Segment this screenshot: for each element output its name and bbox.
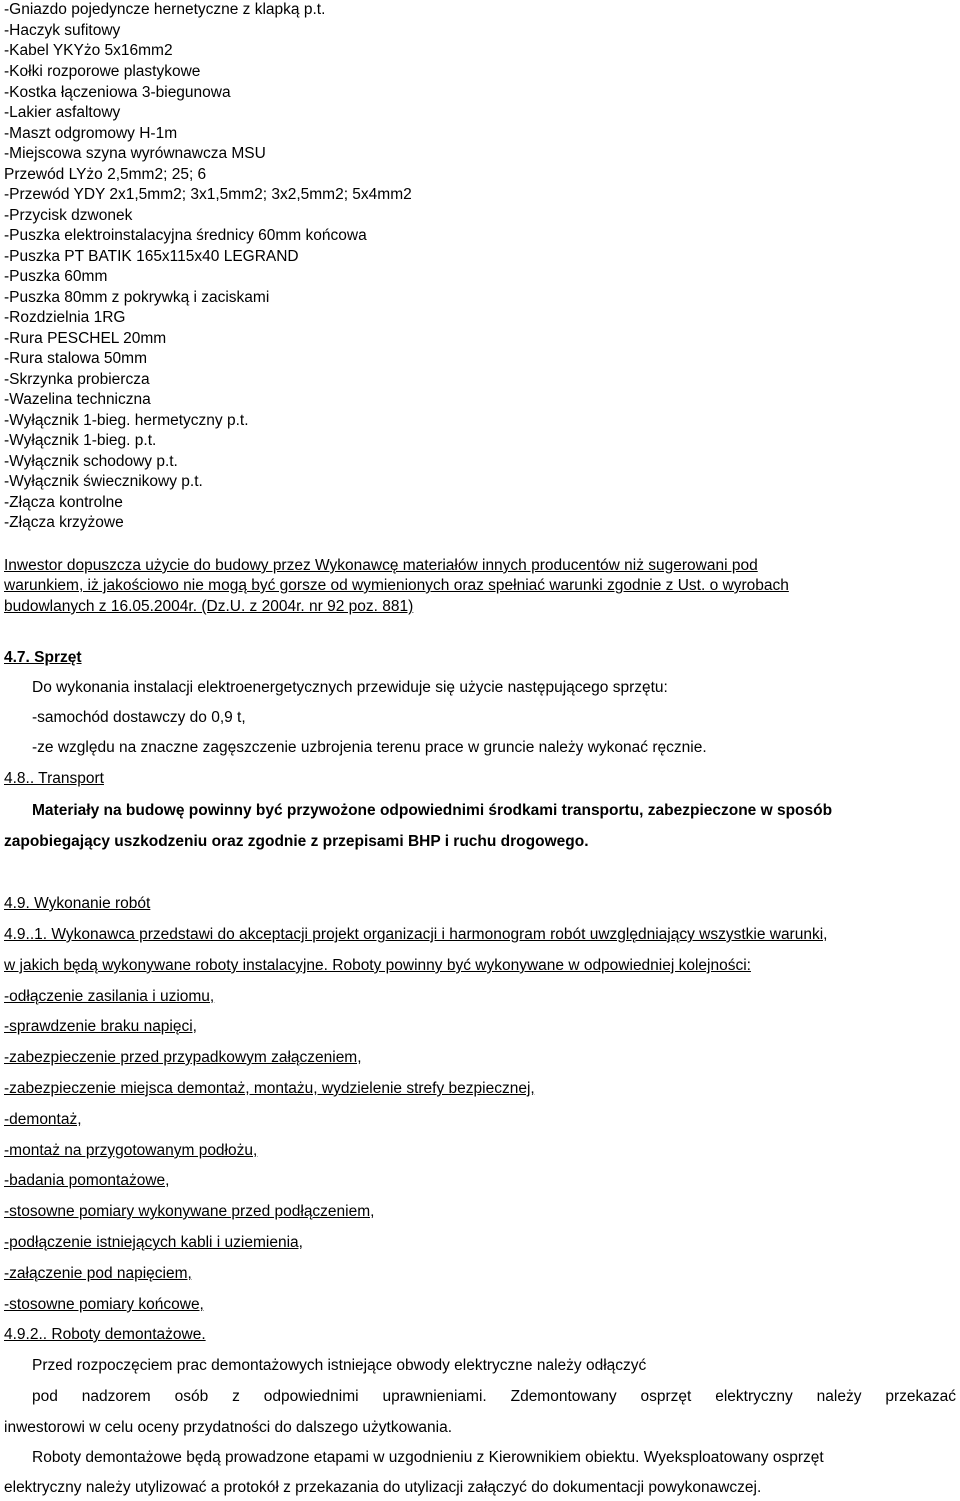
material-item: Przewód LYżo 2,5mm2; 25; 6	[4, 166, 207, 183]
equipment-intro: Do wykonania instalacji elektroenergetycznych przewiduje się użycie następującego sprzętu:	[32, 679, 668, 696]
material-item: -Kabel YKYżo 5x16mm2	[4, 42, 173, 59]
material-item: -Puszka 60mm	[4, 268, 108, 285]
demolition-paragraph-line: Roboty demontażowe będą prowadzone etapami w uzgodnieniu z Kierownikiem obiektu. Wyeksploatowany osprzęt	[32, 1449, 824, 1466]
investor-note-line: warunkiem, iż jakościowo nie mogą być gorsze od wymienionych oraz spełniać warunki zgodnie z Ust. o wyrobach	[4, 577, 789, 594]
material-item: -Skrzynka probiercza	[4, 371, 150, 388]
material-item: -Gniazdo pojedyncze hernetyczne z klapką p.t.	[4, 1, 326, 18]
material-item: -Rura PESCHEL 20mm	[4, 330, 167, 347]
material-item: -Wazelina techniczna	[4, 391, 151, 408]
demolition-paragraph-line: Przed rozpoczęciem prac demontażowych istniejące obwody elektryczne należy odłączyć	[32, 1357, 647, 1374]
material-item: -Kołki rozporowe plastykowe	[4, 63, 201, 80]
material-item: -Miejscowa szyna wyrównawcza MSU	[4, 145, 266, 162]
material-item: -Rozdzielnia 1RG	[4, 309, 126, 326]
works-step: -podłączenie istniejących kabli i uziemienia,	[4, 1234, 303, 1251]
material-item: -Przycisk dzwonek	[4, 207, 133, 224]
works-paragraph-line: 4.9..1. Wykonawca przedstawi do akceptacji projekt organizacji i harmonogram robót uwzględniający wszystkie warunki,	[4, 926, 828, 943]
works-step: -stosowne pomiary końcowe,	[4, 1296, 204, 1313]
investor-note-line: budowlanych z 16.05.2004r. (Dz.U. z 2004r. nr 92 poz. 881)	[4, 598, 414, 615]
equipment-item: -samochód dostawczy do 0,9 t,	[32, 709, 246, 726]
material-item: -Wyłącznik świecznikowy p.t.	[4, 473, 203, 490]
demolition-paragraph-line: inwestorowi w celu oceny przydatności do dalszego użytkowania.	[4, 1419, 453, 1436]
works-step: -demontaż,	[4, 1111, 82, 1128]
works-step: -załączenie pod napięciem,	[4, 1265, 192, 1282]
works-step: -sprawdzenie braku napięci,	[4, 1018, 197, 1035]
section-heading-works: 4.9. Wykonanie robót	[4, 895, 151, 912]
demolition-paragraph-line: elektryczny należy utylizować a protokół z przekazania do utylizacji załączyć do dokumentacji powykonawczej.	[4, 1479, 762, 1496]
works-step: -zabezpieczenie przed przypadkowym załączeniem,	[4, 1049, 362, 1066]
material-item: -Lakier asfaltowy	[4, 104, 121, 121]
works-step: -zabezpieczenie miejsca demontaż, montażu, wydzielenie strefy bezpiecznej,	[4, 1080, 535, 1097]
material-item: -Puszka elektroinstalacyjna średnicy 60mm końcowa	[4, 227, 367, 244]
transport-text-line: Materiały na budowę powinny być przywożone odpowiednimi środkami transportu, zabezpieczone w sposób	[32, 802, 833, 819]
material-item: -Wyłącznik 1-bieg. p.t.	[4, 432, 157, 449]
material-item: -Złącza krzyżowe	[4, 514, 124, 531]
investor-note-line: Inwestor dopuszcza użycie do budowy przez Wykonawcę materiałów innych producentów niż sugerowani pod	[4, 557, 758, 574]
works-step: -stosowne pomiary wykonywane przed podłączeniem,	[4, 1203, 375, 1220]
material-item: -Rura stalowa 50mm	[4, 350, 147, 367]
material-item: -Złącza kontrolne	[4, 494, 123, 511]
section-heading-equipment: 4.7. Sprzęt	[4, 649, 82, 666]
material-item: -Maszt odgromowy H-1m	[4, 125, 178, 142]
material-item: -Haczyk sufitowy	[4, 22, 121, 39]
transport-text-line: zapobiegający uszkodzeniu oraz zgodnie z przepisami BHP i ruchu drogowego.	[4, 833, 589, 850]
works-step: -odłączenie zasilania i uziomu,	[4, 988, 215, 1005]
subsection-heading-demolition: 4.9.2.. Roboty demontażowe.	[4, 1326, 206, 1343]
works-paragraph-line: w jakich będą wykonywane roboty instalacyjne. Roboty powinny być wykonywane w odpowiedniej kolejności:	[4, 957, 751, 974]
material-item: -Przewód YDY 2x1,5mm2; 3x1,5mm2; 3x2,5mm2; 5x4mm2	[4, 186, 412, 203]
works-step: -badania pomontażowe,	[4, 1172, 170, 1189]
material-item: -Wyłącznik 1-bieg. hermetyczny p.t.	[4, 412, 249, 429]
demolition-paragraph-line: pod nadzorem osób z odpowiednimi uprawnieniami. Zdemontowany osprzęt elektryczny należy przekazać	[32, 1388, 956, 1405]
material-item: -Puszka PT BATIK 165x115x40 LEGRAND	[4, 248, 299, 265]
equipment-note: -ze względu na znaczne zagęszczenie uzbrojenia terenu prace w gruncie należy wykonać ręcznie.	[32, 739, 707, 756]
section-heading-transport: 4.8.. Transport	[4, 770, 104, 787]
material-item: -Kostka łączeniowa 3-biegunowa	[4, 84, 231, 101]
works-step: -montaż na przygotowanym podłożu,	[4, 1142, 258, 1159]
material-item: -Puszka 80mm z pokrywką i zaciskami	[4, 289, 270, 306]
material-item: -Wyłącznik schodowy p.t.	[4, 453, 178, 470]
